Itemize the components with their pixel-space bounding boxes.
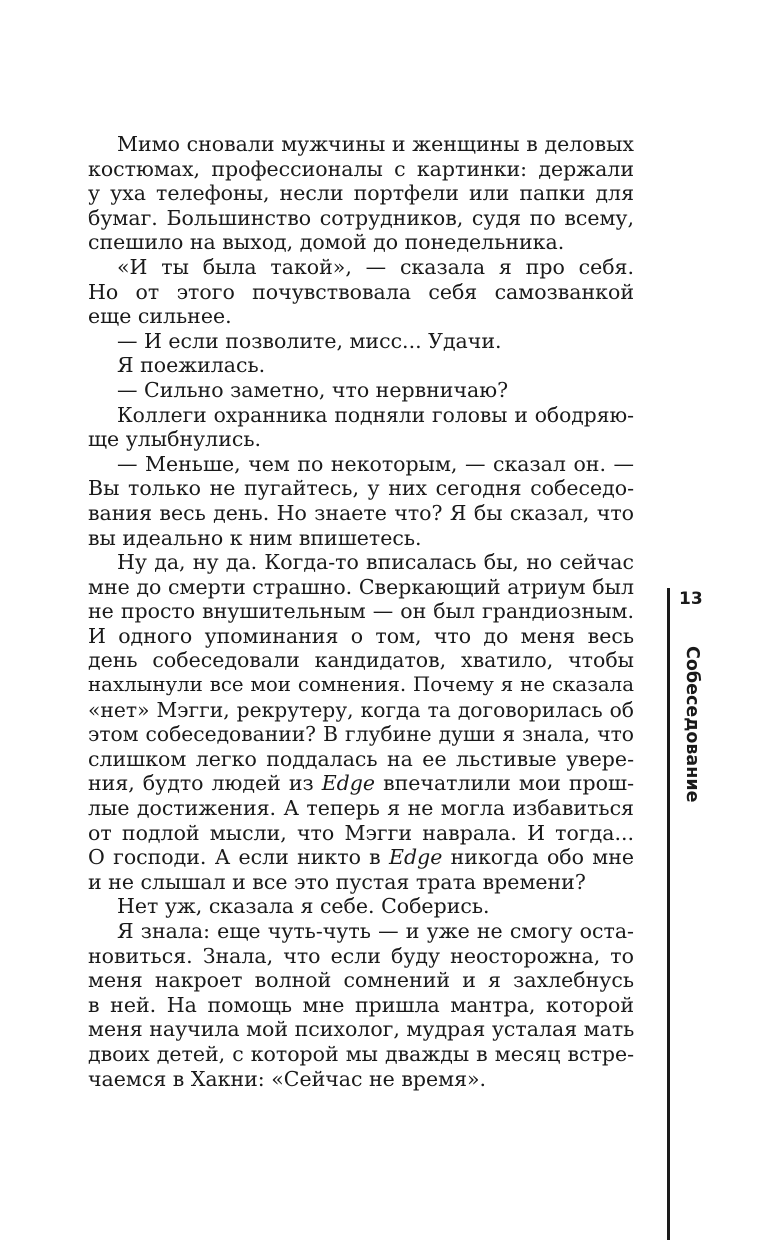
body-text (88, 132, 634, 1091)
text-line: лые достижения. А теперь я не могла избавиться (88, 796, 634, 821)
text-line: Я поежилась. (117, 353, 266, 378)
italic-term: Edge (389, 845, 443, 870)
text-line: от подлой мысли, что Мэгги наврала. И тогда... (88, 820, 634, 845)
text-line: и не слышал и все это пустая трата времени? (88, 869, 586, 894)
text-segment: ния, будто людей из (88, 771, 322, 796)
text-line: костюмах, профессионалы с картинки: держали (88, 156, 634, 181)
text-line: Я знала: еще чуть-чуть — и уже не смогу оста- (117, 919, 634, 943)
text-line: день собеседовали кандидатов, хватило, чтобы (88, 648, 634, 673)
text-line: спешило на выход, домой до понедельника. (88, 230, 565, 255)
text-line: вы идеально к ним впишетесь. (88, 525, 422, 550)
text-line (88, 771, 634, 796)
text-line: не просто внушительным — он был грандиозным. (88, 599, 634, 624)
text-line: Но от этого почувствовала себя самозванкой (88, 279, 634, 304)
text-line: Коллеги охранника подняли головы и ободряю- (117, 402, 634, 427)
text-line: меня накроет волной сомнений и я захлебнусь (88, 968, 634, 993)
text-line: в ней. На помощь мне пришла мантра, которой (88, 992, 634, 1017)
text-line: меня научила мой психолог, мудрая усталая мать (88, 1017, 634, 1042)
text-line: слишком легко поддалась на ее льстивые увере- (88, 746, 634, 771)
text-line: «нет» Мэгги, рекрутеру, когда та договорилась об (88, 697, 634, 722)
text-line: этом собеседовании? В глубине души я знала, что (88, 722, 634, 747)
text-line: нахлынули все мои сомнения. Почему я не сказала (88, 673, 634, 697)
text-line: Ну да, ну да. Когда-то вписалась бы, но сейчас (117, 550, 634, 575)
text-segment: никогда обо мне (442, 845, 634, 870)
text-line: двоих детей, с которой мы дважды в месяц встре- (88, 1041, 634, 1066)
margin-rule (667, 588, 670, 1240)
text-line: Мимо сновали мужчины и женщины в деловых (117, 132, 634, 156)
text-line: — И если позволите, мисс... Удачи. (117, 328, 502, 353)
text-line: у уха телефоны, несли портфели или папки для (88, 181, 634, 206)
text-line: еще сильнее. (88, 304, 232, 329)
text-line: новиться. Знала, что если буду неосторожна, то (88, 943, 634, 968)
text-line: мне до смерти страшно. Сверкающий атриум был (88, 574, 634, 599)
text-line: ще улыбнулись. (88, 427, 262, 452)
text-line: Вы только не пугайтесь, у них сегодня собеседо- (88, 476, 634, 501)
text-segment: О господи. А если никто в (88, 845, 389, 870)
text-line: вания весь день. Но знаете что? Я бы сказал, что (88, 500, 634, 525)
text-line: И одного упоминания о том, что до меня весь (88, 623, 634, 648)
text-line: чаемся в Хакни: «Сейчас не время». (88, 1066, 487, 1091)
text-line: «И ты была такой», — сказала я про себя. (117, 254, 634, 279)
page-number: 13 (679, 589, 703, 609)
text-line: — Сильно заметно, что нервничаю? (117, 377, 509, 402)
text-line: — Меньше, чем по некоторым, — сказал он. — (117, 451, 634, 476)
text-line: Нет уж, сказала я себе. Соберись. (117, 894, 490, 919)
italic-term: Edge (321, 771, 376, 796)
text-segment: впечатлили мои прош- (375, 771, 634, 796)
text-line: бумаг. Большинство сотрудников, судя по всему, (88, 205, 634, 230)
text-line (88, 845, 634, 870)
running-head: Собеседование (682, 646, 702, 803)
